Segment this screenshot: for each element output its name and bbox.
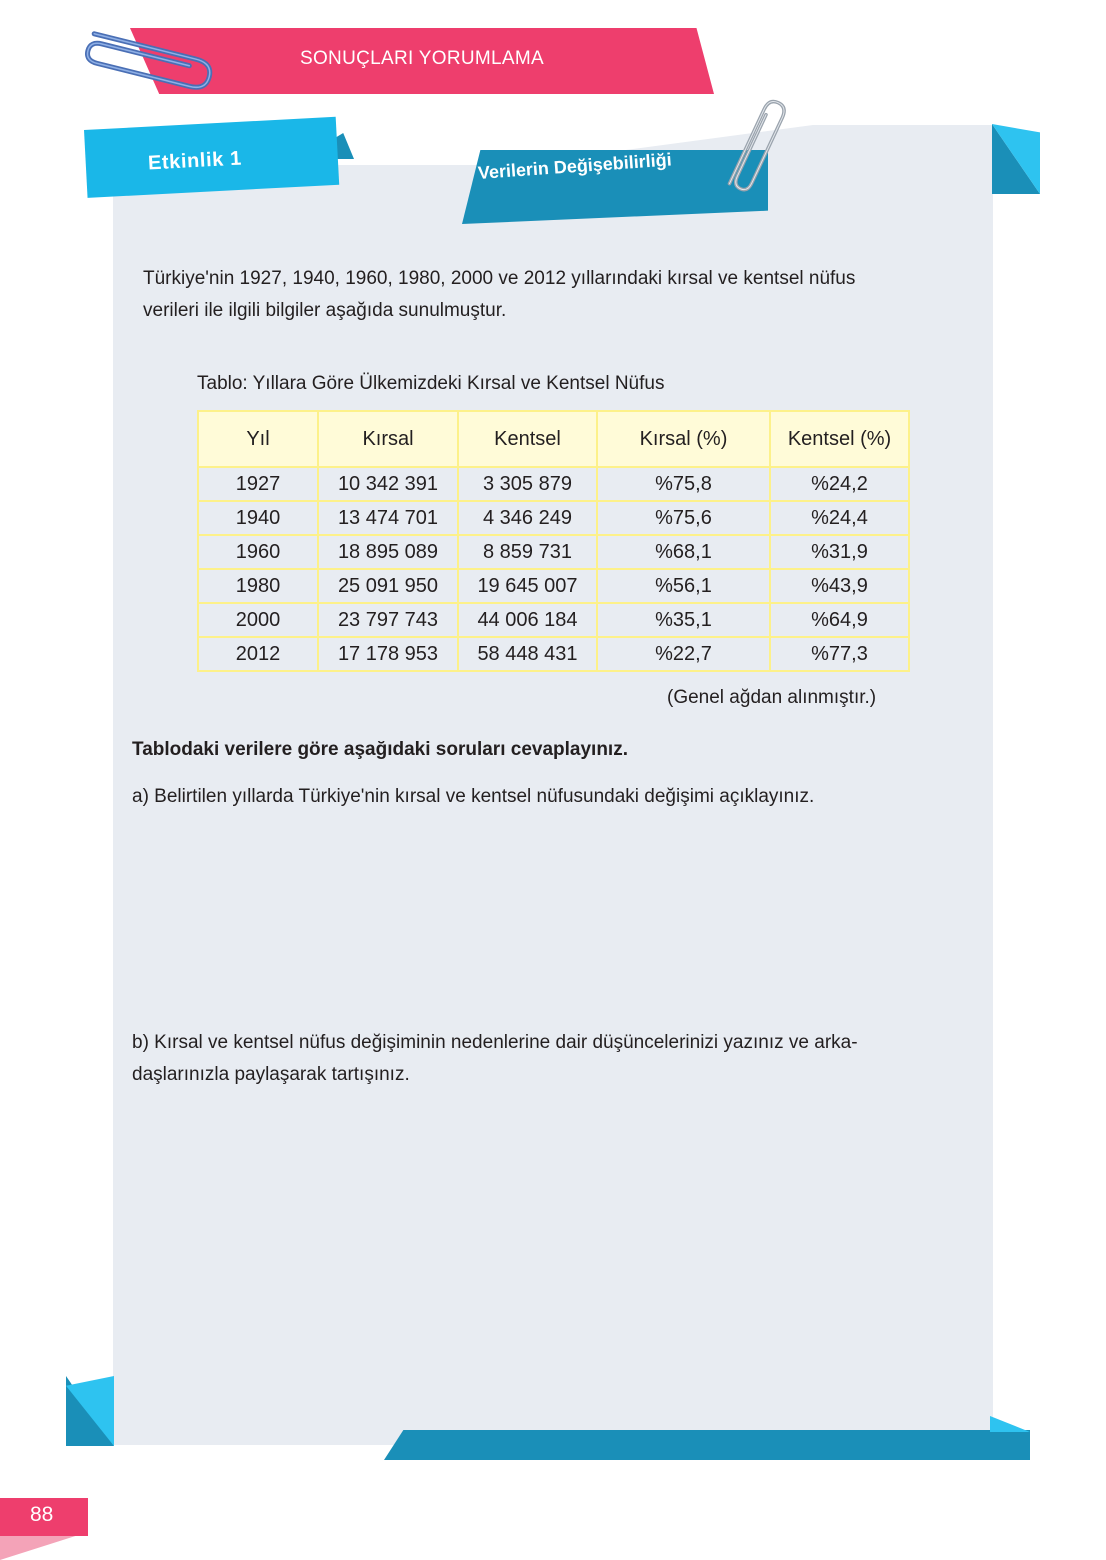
table-header-row: [198, 411, 909, 467]
topic-title: Verilerin Değişebilirliği: [477, 149, 673, 183]
page-number-tab-shadow: [0, 1532, 88, 1560]
cell-year: 1960: [198, 535, 318, 569]
cell-rural: 17 178 953: [318, 637, 458, 671]
cell-urban: 3 305 879: [458, 467, 597, 501]
header-rural-percent: Kırsal (%): [597, 411, 770, 467]
question-b-line-1: b) Kırsal ve kentsel nüfus değişiminin nedenlerine dair düşüncelerinizi yazınız ve arka-: [132, 1032, 858, 1053]
header-urban-percent: Kentsel (%): [770, 411, 909, 467]
question-a: a) Belirtilen yıllarda Türkiye'nin kırsal ve kentsel nüfusundaki değişimi açıklayınız.: [132, 786, 815, 807]
header-year: Yıl: [198, 411, 318, 467]
cell-rural: 13 474 701: [318, 501, 458, 535]
page-number: 88: [30, 1503, 54, 1526]
table-row: [198, 467, 909, 501]
cell-urban: 4 346 249: [458, 501, 597, 535]
table-row: [198, 501, 909, 535]
bottom-ribbon-tip: [990, 1416, 1030, 1432]
table-caption: Tablo: Yıllara Göre Ülkemizdeki Kırsal ve Kentsel Nüfus: [197, 373, 665, 394]
cell-urban-percent: %43,9: [770, 569, 909, 603]
bottom-ribbon: [384, 1430, 1030, 1460]
population-table: [197, 410, 910, 672]
question-b-line-2: daşlarınızla paylaşarak tartışınız.: [132, 1064, 410, 1085]
header-urban: Kentsel: [458, 411, 597, 467]
cell-urban: 8 859 731: [458, 535, 597, 569]
cell-rural-percent: %68,1: [597, 535, 770, 569]
cell-rural-percent: %35,1: [597, 603, 770, 637]
cell-rural: 18 895 089: [318, 535, 458, 569]
question-b: [132, 1027, 977, 1091]
cell-year: 1980: [198, 569, 318, 603]
intro-line-2: verileri ile ilgili bilgiler aşağıda sunulmuştur.: [143, 300, 507, 321]
cell-urban-percent: %24,4: [770, 501, 909, 535]
header-rural: Kırsal: [318, 411, 458, 467]
cell-urban: 19 645 007: [458, 569, 597, 603]
table-row: [198, 603, 909, 637]
paperclip-icon: [718, 90, 788, 200]
cell-year: 2000: [198, 603, 318, 637]
table-source: (Genel ağdan alınmıştır.): [667, 687, 877, 708]
cell-rural-percent: %56,1: [597, 569, 770, 603]
cell-urban: 44 006 184: [458, 603, 597, 637]
paperclip-icon: [70, 18, 230, 98]
cell-rural-percent: %22,7: [597, 637, 770, 671]
cell-rural-percent: %75,6: [597, 501, 770, 535]
table-row: [198, 569, 909, 603]
intro-paragraph: [143, 263, 983, 327]
cell-urban-percent: %77,3: [770, 637, 909, 671]
questions-instruction: Tablodaki verilere göre aşağıdaki soruları cevaplayınız.: [132, 739, 628, 760]
section-title: SONUÇLARI YORUMLAMA: [300, 48, 544, 69]
cell-urban-percent: %31,9: [770, 535, 909, 569]
cell-urban-percent: %24,2: [770, 467, 909, 501]
cell-rural: 10 342 391: [318, 467, 458, 501]
cell-year: 2012: [198, 637, 318, 671]
table-row: [198, 535, 909, 569]
cell-rural: 25 091 950: [318, 569, 458, 603]
cell-rural-percent: %75,8: [597, 467, 770, 501]
intro-line-1: Türkiye'nin 1927, 1940, 1960, 1980, 2000 ve 2012 yıllarındaki kırsal ve kentsel nüfus: [143, 268, 856, 289]
cell-rural: 23 797 743: [318, 603, 458, 637]
cell-year: 1927: [198, 467, 318, 501]
cell-urban: 58 448 431: [458, 637, 597, 671]
activity-label: Etkinlik 1: [147, 147, 243, 175]
table-row: [198, 637, 909, 671]
cell-year: 1940: [198, 501, 318, 535]
cell-urban-percent: %64,9: [770, 603, 909, 637]
